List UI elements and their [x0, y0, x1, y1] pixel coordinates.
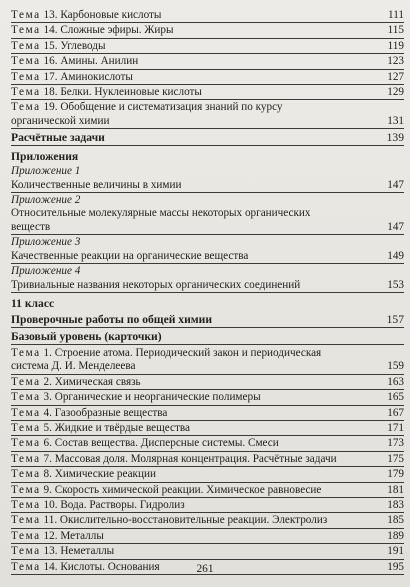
entry-text: 5. Жидкие и твёрдые вещества — [43, 421, 190, 434]
toc-entry-topic[interactable] — [11, 468, 404, 482]
entry-text-line1: 19. Обобщение и систематизация знаний по курсу — [43, 101, 283, 114]
entry-text: 3. Органические и неорганические полимеры — [43, 391, 261, 404]
entry-text: 18. Белки. Нуклеиновые кислоты — [43, 86, 202, 99]
page-ref: 163 — [387, 375, 404, 388]
topic-prefix: Тема — [11, 86, 41, 99]
entry-text-line2: органической химии — [11, 114, 110, 127]
topic-prefix: Тема — [11, 437, 41, 450]
organic-topics-list — [11, 9, 404, 100]
toc-entry-topic[interactable] — [11, 530, 404, 544]
appendix-title: Приложение 3 — [11, 236, 81, 249]
page-ref: 195 — [387, 560, 404, 573]
entry-text: 6. Состав вещества. Дисперсные системы. Смеси — [43, 437, 279, 450]
entry-heading: Базовый уровень (карточки) — [11, 329, 162, 343]
entry-heading: Проверочные работы по общей химии — [11, 312, 213, 326]
page-ref: 147 — [387, 178, 404, 191]
entry-text: 7. Массовая доля. Молярная концентрация. Расчётные задачи — [43, 452, 337, 465]
entry-text-line1: 1. Строение атома. Периодический закон и периодическая — [43, 346, 322, 359]
entry-text: 15. Углеводы — [43, 39, 106, 52]
toc-entry-topic[interactable] — [11, 545, 404, 559]
topic-prefix: Тема — [11, 483, 41, 496]
topic-prefix: Тема — [11, 452, 41, 465]
page-ref: 183 — [387, 498, 404, 511]
toc-entry-appendix[interactable] — [11, 279, 404, 293]
page-ref: 149 — [387, 249, 404, 262]
toc-entry-topic[interactable] — [11, 499, 404, 513]
entry-text: 17. Аминокислоты — [43, 70, 133, 83]
grade-heading: 11 класс — [11, 296, 55, 310]
page-ref: 127 — [387, 70, 404, 83]
topic-prefix: Тема — [11, 101, 41, 114]
toc-entry-checks[interactable] — [11, 313, 404, 328]
toc-entry-appendix[interactable] — [11, 179, 404, 193]
toc-entry-topic[interactable] — [11, 484, 404, 498]
page-ref: 171 — [387, 421, 404, 434]
page-ref: 131 — [387, 114, 404, 127]
topic-prefix: Тема — [11, 421, 41, 434]
page-number: 261 — [196, 563, 214, 575]
entry-text-line1: Относительные молекулярные массы некоторых органических — [11, 207, 311, 220]
toc-entry-topic[interactable] — [11, 437, 404, 451]
table-of-contents — [11, 9, 404, 576]
topic-prefix: Тема — [11, 391, 41, 404]
page-ref: 111 — [388, 9, 404, 21]
page-ref: 129 — [387, 86, 404, 99]
page-ref: 139 — [386, 131, 404, 145]
toc-entry-topic-1[interactable] — [11, 347, 404, 375]
toc-entry-topic[interactable] — [11, 9, 404, 23]
toc-entry-topic[interactable] — [11, 71, 404, 85]
topic-prefix: Тема — [11, 346, 41, 359]
topic-prefix: Тема — [11, 514, 41, 527]
entry-text-line2: веществ — [11, 220, 51, 233]
entry-text: Тривиальные названия некоторых органических соединений — [11, 278, 301, 291]
page-ref: 185 — [387, 514, 404, 527]
topic-prefix: Тема — [11, 560, 41, 573]
topic-prefix: Тема — [11, 39, 41, 52]
page-ref: 165 — [387, 391, 404, 404]
topic-prefix: Тема — [11, 9, 41, 21]
entry-text: 14. Сложные эфиры. Жиры — [43, 24, 174, 37]
topic-prefix: Тема — [11, 529, 41, 542]
page-ref: 173 — [387, 437, 404, 450]
entry-text: 16. Амины. Анилин — [43, 55, 139, 68]
page-ref: 147 — [387, 220, 404, 233]
entry-text: 13. Карбоновые кислоты — [43, 9, 162, 21]
entry-text: 4. Газообразные вещества — [43, 406, 168, 419]
toc-entry-topic[interactable] — [11, 391, 404, 405]
toc-entry-appendix[interactable] — [11, 207, 404, 235]
page-ref: 189 — [387, 529, 404, 542]
page-ref: 115 — [387, 24, 404, 37]
entry-text: 12. Металлы — [43, 529, 104, 542]
toc-entry-topic-19[interactable] — [11, 101, 404, 129]
toc-entry-topic[interactable] — [11, 453, 404, 467]
appendix-title: Приложение 2 — [11, 194, 81, 207]
toc-entry-topic[interactable] — [11, 514, 404, 528]
page-ref: 159 — [387, 360, 404, 373]
toc-entry-topic[interactable] — [11, 376, 404, 390]
basic-level-heading — [11, 330, 404, 345]
page-ref: 167 — [387, 406, 404, 419]
entry-text: 9. Скорость химической реакции. Химическое равновесие — [43, 483, 322, 496]
toc-entry-topic[interactable] — [11, 55, 404, 69]
entry-text: 2. Химическая связь — [43, 375, 141, 388]
page-ref: 153 — [387, 278, 404, 291]
page-ref: 179 — [387, 468, 404, 481]
topic-prefix: Тема — [11, 375, 41, 388]
entry-text: 10. Вода. Растворы. Гидролиз — [43, 498, 185, 511]
page-ref: 175 — [387, 452, 404, 465]
page-ref: 181 — [387, 483, 404, 496]
toc-entry-appendix[interactable] — [11, 250, 404, 264]
entry-heading: Расчётные задачи — [11, 131, 105, 145]
page-ref: 123 — [387, 55, 404, 68]
toc-entry-topic[interactable] — [11, 422, 404, 436]
toc-entry-topic[interactable] — [11, 86, 404, 100]
topic-prefix: Тема — [11, 70, 41, 83]
entry-text: Качественные реакции на органические вещества — [11, 249, 249, 262]
entry-text: 8. Химические реакции — [43, 468, 156, 481]
topic-prefix: Тема — [11, 468, 41, 481]
entry-text: 11. Окислительно-восстановительные реакции. Электролиз — [43, 514, 328, 527]
toc-entry-calc-tasks[interactable] — [11, 131, 404, 146]
entry-text: 13. Неметаллы — [43, 545, 115, 558]
page-ref: 157 — [386, 312, 404, 326]
toc-entry-topic[interactable] — [11, 40, 404, 54]
toc-entry-topic[interactable] — [11, 24, 404, 38]
topic-prefix: Тема — [11, 498, 41, 511]
topic-prefix: Тема — [11, 406, 41, 419]
appendix-title: Приложение 4 — [11, 265, 81, 278]
appendix-title: Приложение 1 — [11, 165, 81, 178]
entry-text: Количественные величины в химии — [11, 178, 182, 191]
entry-text-line2: система Д. И. Менделеева — [11, 360, 136, 373]
page-ref: 119 — [387, 39, 404, 52]
page-ref: 191 — [387, 545, 404, 558]
appendices-heading: Приложения — [11, 150, 79, 164]
entry-text: 14. Кислоты. Основания — [43, 560, 160, 573]
toc-entry-topic[interactable] — [11, 407, 404, 421]
topic-prefix: Тема — [11, 545, 41, 558]
appendices-list — [11, 165, 404, 293]
general-topics-list — [11, 376, 404, 575]
topic-prefix: Тема — [11, 24, 41, 37]
topic-prefix: Тема — [11, 55, 41, 68]
